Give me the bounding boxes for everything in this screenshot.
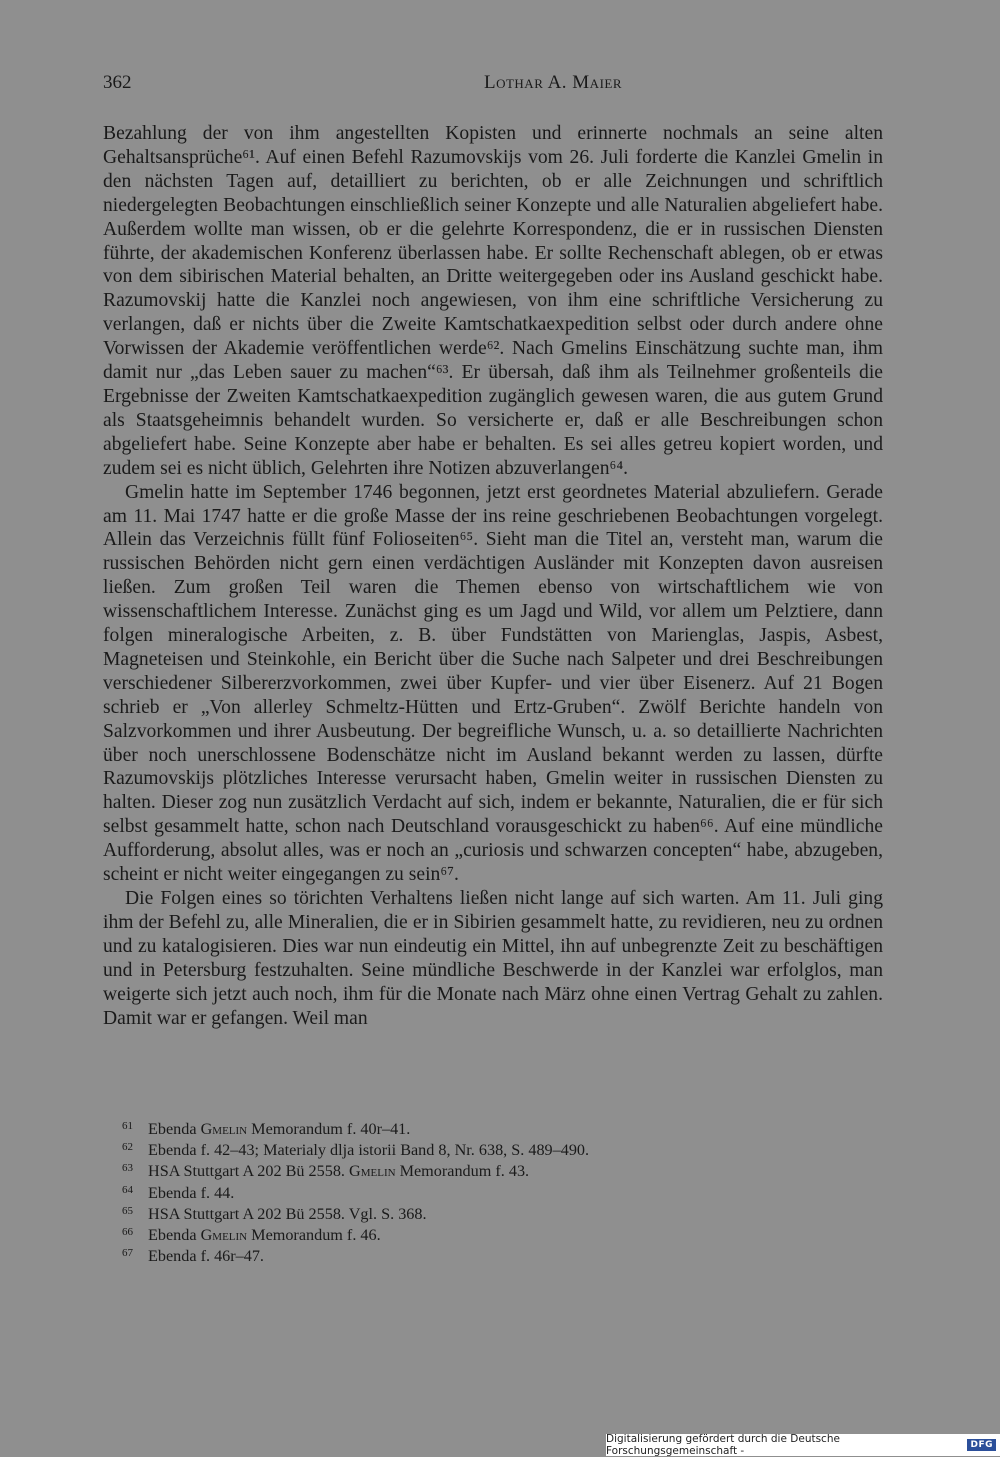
footnote-number: 61 [122,1120,133,1132]
footnote-text [148,1120,410,1139]
footnote-text [148,1184,234,1203]
footnote-text-part: Memorandum f. 43. [395,1162,530,1181]
footnote-text-part: Ebenda f. 46r–47. [148,1247,264,1266]
footnote [122,1141,862,1162]
dfg-logo: DFG [967,1439,996,1451]
footnote [122,1226,862,1247]
footnote-text [148,1226,381,1245]
body-text [103,122,883,1030]
digitization-footer [606,1434,1000,1456]
footnote-number: 62 [122,1141,133,1154]
footnote-number: 67 [122,1247,133,1260]
footnote-text-part: Ebenda f. 42–43; Materialy dlja istorii Band 8, Nr. 638, S. 489–490. [148,1141,590,1160]
footnote-number: 65 [122,1204,133,1217]
footnote-number: 63 [122,1162,133,1175]
footnote-text [148,1205,427,1224]
footnotes [122,1120,862,1268]
footnote [122,1205,862,1226]
footnote-text [148,1141,589,1160]
footnote [122,1184,862,1205]
footnote [122,1247,862,1268]
footnote-text [148,1247,264,1266]
footnote-text-part: Memorandum f. 40r–41. [247,1120,411,1138]
paragraph: Bezahlung der von ihm angestellten Kopisten und erinnerte nochmals an seine alten Gehaltsansprüche⁶¹. Auf einen Befehl Razumovskijs vom 26. Juli forderte die Kanzlei Gmelin in den nächsten Tagen auf, detailliert zu berichten, ob er alle Zeichnungen und schriftlich niedergelegten Beobachtungen einschließlich seiner Konzepte und alle Naturalien abgeliefert habe. Außerdem wollte man wissen, ob er die gelehrte Korrespondenz, die er in russischen Diensten führte, der akademischen Konferenz überlassen habe. Er sollte Rechenschaft ablegen, ob er etwas von dem sibirischen Material behalten, an Dritte weitergegeben oder ins Ausland geschickt habe. Razumovskij hatte die Kanzlei noch angewiesen, von ihm eine schriftliche Versicherung zu verlangen, daß er nichts über die Zweite Kamtschatkaexpedition selbst oder durch andere ohne Vorwissen der Akademie veröffentlichen werde⁶². Nach Gmelins Einschätzung suchte man, ihm damit nur „das Leben sauer zu machen“⁶³. Er übersah, daß ihm als Teilnehmer großenteils die Ergebnisse der Zweiten Kamtschatkaexpedition zugänglich gewesen waren, die aus gutem Grund als Staatsgeheimnis behandelt wurden. So versicherte er, daß er alle Beschreibungen schon abgeliefert habe. Seine Konzepte aber habe er behalten. Es sei alles getreu kopiert worden, und zudem sei es nicht üblich, Gelehrten ihre Notizen abzuverlangen⁶⁴. [103,123,883,479]
page-header [103,72,883,100]
footnote [122,1162,862,1183]
paragraph: Die Folgen eines so törichten Verhaltens ließen nicht lange auf sich warten. Am 11. Juli ging ihm der Befehl zu, alle Mineralien, die er in Sibirien gesammelt hatte, zu revidieren, neu zu ordnen und zu katalogisieren. Dies war nun eindeutig ein Mittel, ihn auf unbegrenzte Zeit zu beschäftigen und in Petersburg festzuhalten. Seine mündliche Beschwerde in der Kanzlei war erfolglos, man weigerte sich jetzt auch noch, ihm für die Monate nach März ohne einen Vertrag Gehalt zu zahlen. Damit war er gefangen. Weil man [103,888,883,1029]
page-number: 362 [103,72,132,93]
running-head: Lothar A. Maier [483,72,623,93]
footnote-text-part: HSA Stuttgart A 202 Bü 2558. [148,1162,350,1181]
footnote-author: Gmelin [200,1120,248,1138]
footnote-text-part: Ebenda [148,1226,201,1245]
footer-credit: Digitalisierung gefördert durch die Deutsche Forschungsgemeinschaft - [606,1433,840,1457]
footnote-author: Gmelin [349,1162,396,1181]
footnote-author: Gmelin [200,1226,248,1245]
footnote-number: 64 [122,1183,133,1196]
footnote-text [148,1162,529,1181]
footnote-number: 66 [122,1226,133,1239]
footnote-text-part: Memorandum f. 46. [247,1226,381,1245]
footnote-text-part: Ebenda f. 44. [148,1183,235,1202]
footnote [122,1120,862,1141]
footnote-text-part: Ebenda [148,1120,201,1138]
paragraph: Gmelin hatte im September 1746 begonnen, jetzt erst geordnetes Material abzuliefern. Gerade am 11. Mai 1747 hatte er die große Masse der ins reine geschriebenen Beobachtungen vorgelegt. Allein das Verzeichnis füllt fünf Folioseiten⁶⁵. Sieht man die Titel an, versteht man, warum die russischen Behörden nicht gern einen verdächtigen Ausländer mit Konzepten davon ausreisen ließen. Zum großen Teil waren die Themen ebenso von wirtschaftlichem wie von wissenschaftlichem Interesse. Zunächst ging es um Jagd und Wild, vor allem um Pelztiere, dann folgen mineralogische Arbeiten, z. B. über Fundstätten von Marienglas, Jaspis, Asbest, Magneteisen und Steinkohle, ein Bericht über die Suche nach Salpeter und drei Beschreibungen verschiedener Silbererzvorkommen, zwei über Kupfer- und vier über Eisenerz. Auf 21 Bogen schrieb er „Von allerley Schmeltz-Hütten und Ertz-Gruben“. Zwölf Berichte handeln von Salzvorkommen und ihrer Ausbeutung. Der begreifliche Wunsch, u. a. so detaillierte Nachrichten über noch unerschlossene Bodenschätze nicht im Ausland bekannt werden zu lassen, dürfte Razumovskijs plötzliches Interesse verursacht haben, Gmelin weiter in russischen Diensten zu halten. Dieser zog nun zusätzlich Verdacht auf sich, indem er bekannte, Naturalien, die er für sich selbst gesammelt hatte, schon nach Deutschland vorausgeschickt zu haben⁶⁶. Auf eine mündliche Aufforderung, absolut alles, was er noch an „curiosis und schwarzen concepten“ habe, abzugeben, scheint er nicht weiter eingegangen zu sein⁶⁷. [103,481,883,886]
footnote-text-part: HSA Stuttgart A 202 Bü 2558. Vgl. S. 368. [148,1204,427,1223]
